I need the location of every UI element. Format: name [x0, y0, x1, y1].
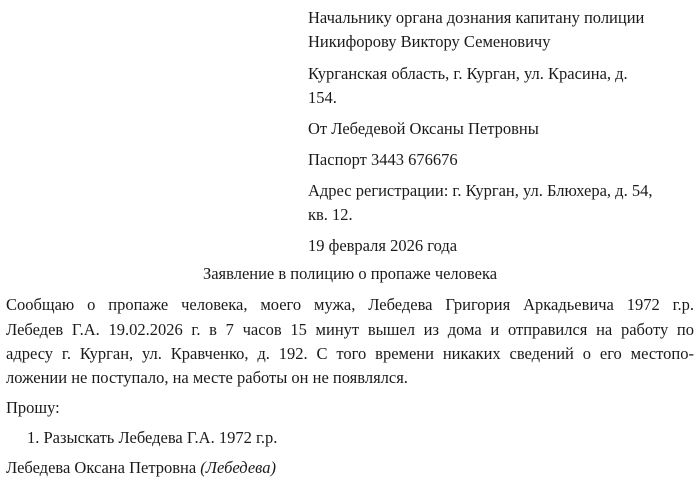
registration-line-2: кв. 12. [308, 205, 353, 224]
recipient-line-1: Начальнику органа дознания капитану полиции [308, 8, 645, 27]
date-line: 19 февраля 2026 года [308, 236, 458, 255]
body-line-2: Лебедев Г.А. 19.02.2026 г. в 7 часов 15 минут вышел из дома и отправился на работу по [6, 320, 694, 339]
document-title: Заявление в полицию о пропаже человека [202, 264, 498, 283]
passport-line: Паспорт 3443 676676 [308, 150, 458, 169]
registration-line-1: Адрес регистрации: г. Курган, ул. Блюхера, д. 54, [308, 181, 653, 200]
body-line-3: адресу г. Курган, ул. Кравченко, д. 192. С того времени никаких сведений о его местопо- [6, 344, 694, 363]
body-line-4: ложении не поступало, на месте работы он не появлялся. [6, 368, 408, 387]
signature-line [6, 458, 276, 478]
recipient-line-2: Никифорову Виктору Семеновичу [308, 32, 551, 51]
recipient-address-line-1: Курганская область, г. Курган, ул. Красина, д. [308, 64, 628, 83]
body-line-1: Сообщаю о пропаже человека, моего мужа, Лебедева Григория Аркадьевича 1972 г.р. [6, 295, 694, 314]
recipient-address-line-2: 154. [308, 88, 337, 107]
signature: (Лебедева) [200, 458, 276, 477]
request-label: Прошу: [6, 398, 60, 417]
sender-line: От Лебедевой Оксаны Петровны [308, 119, 539, 138]
request-item: 1. Разыскать Лебедева Г.А. 1972 г.р. [27, 428, 278, 447]
signatory-name: Лебедева Оксана Петровна [6, 458, 197, 477]
